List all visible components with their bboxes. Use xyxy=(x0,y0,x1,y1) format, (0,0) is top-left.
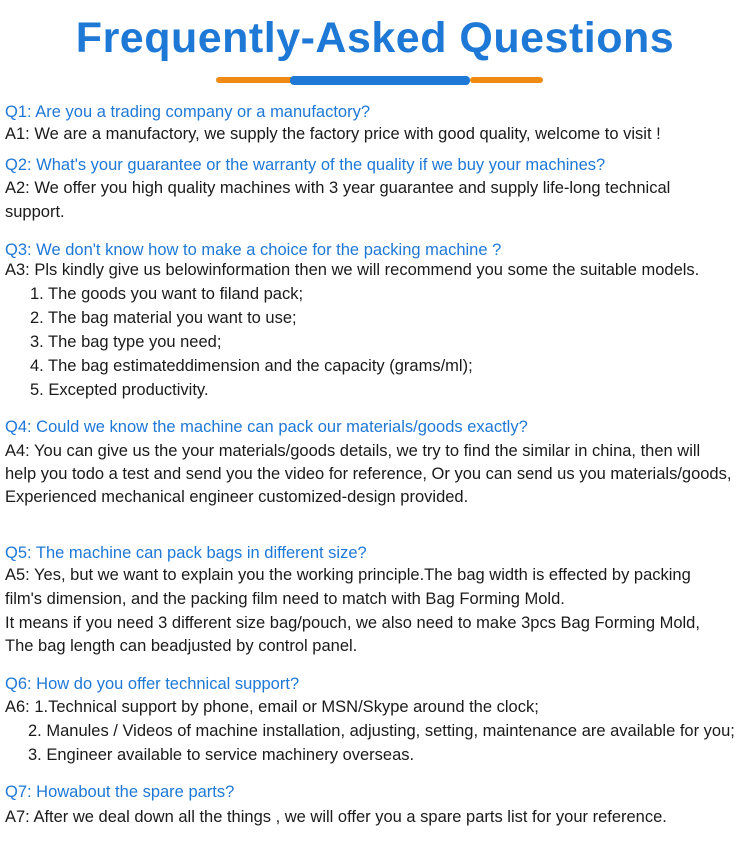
answer-3-item-4: 4. The bag estimateddimension and the capacity (grams/ml); xyxy=(30,357,473,375)
question-7: Q7: Howabout the spare parts? xyxy=(5,783,235,801)
title-underline-right xyxy=(470,77,543,83)
question-5: Q5: The machine can pack bags in different size? xyxy=(5,544,367,562)
answer-6-line-1: A6: 1.Technical support by phone, email or MSN/Skype around the clock; xyxy=(5,698,539,716)
question-2: Q2: What's your guarantee or the warranty of the quality if we buy your machines? xyxy=(5,156,606,174)
answer-6-line-2: 2. Manules / Videos of machine installation, adjusting, setting, maintenance are available for you; xyxy=(28,722,735,740)
answer-6-line-3: 3. Engineer available to service machinery overseas. xyxy=(28,746,415,764)
question-3: Q3: We don't know how to make a choice for the packing machine ? xyxy=(5,241,502,259)
answer-4-line-1: A4: You can give us the your materials/goods details, we try to find the similar in china, then will xyxy=(5,442,701,460)
answer-3-item-1: 1. The goods you want to filand pack; xyxy=(30,285,304,303)
answer-3-item-2: 2. The bag material you want to use; xyxy=(30,309,297,327)
answer-5-line-3: It means if you need 3 different size bag/pouch, we also need to make 3pcs Bag Forming Mold, xyxy=(5,614,700,632)
answer-5-line-4: The bag length can beadjusted by control panel. xyxy=(5,637,358,655)
question-1: Q1: Are you a trading company or a manufactory? xyxy=(5,103,371,121)
question-6: Q6: How do you offer technical support? xyxy=(5,675,300,693)
title-underline-center xyxy=(290,76,470,85)
answer-1: A1: We are a manufactory, we supply the factory price with good quality, welcome to visit ! xyxy=(5,125,661,143)
answer-7: A7: After we deal down all the things , we will offer you a spare parts list for your reference. xyxy=(5,808,667,826)
answer-3-item-3: 3. The bag type you need; xyxy=(30,333,222,351)
answer-2-line-1: A2: We offer you high quality machines with 3 year guarantee and supply life-long technical xyxy=(5,179,671,197)
answer-5-line-1: A5: Yes, but we want to explain you the working principle.The bag width is effected by packing xyxy=(5,566,691,584)
question-4: Q4: Could we know the machine can pack our materials/goods exactly? xyxy=(5,418,528,436)
answer-2-line-2: support. xyxy=(5,203,65,221)
answer-3: A3: Pls kindly give us belowinformation then we will recommend you some the suitable models. xyxy=(5,261,700,279)
answer-5-line-2: film's dimension, and the packing film need to match with Bag Forming Mold. xyxy=(5,590,565,608)
answer-4-line-2: help you todo a test and send you the video for reference, Or you can send us you materials/goods, xyxy=(5,465,732,483)
answer-4-line-3: Experienced mechanical engineer customized-design provided. xyxy=(5,488,469,506)
answer-3-item-5: 5. Excepted productivity. xyxy=(30,381,209,399)
page-title: Frequently-Asked Questions xyxy=(75,14,675,62)
